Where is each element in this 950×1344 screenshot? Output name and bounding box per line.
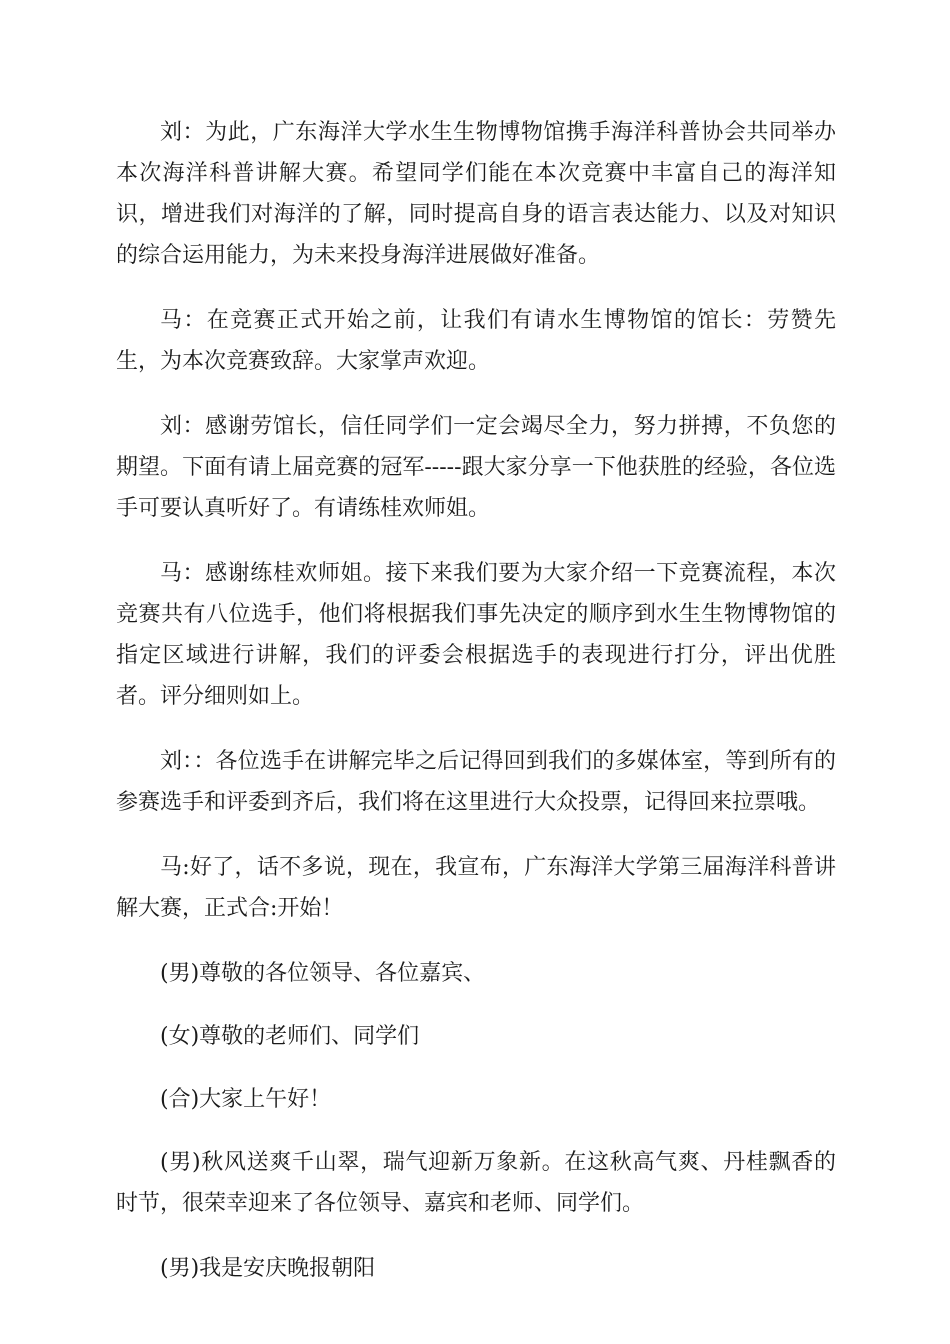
paragraph: 刘：感谢劳馆长，信任同学们一定会竭尽全力，努力拼搏，不负您的期望。下面有请上届竞赛的冠军-----跟大家分享一下他获胜的经验，各位选手可要认真听好了。有请练桂欢师姐。 (116, 414, 836, 521)
paragraph: 马:好了，话不多说，现在，我宣布，广东海洋大学第三届海洋科普讲解大赛，正式合:开始！ (116, 855, 836, 921)
paragraph: (男)我是安庆晚报朝阳 (160, 1256, 376, 1281)
paragraph: 刘：：各位选手在讲解完毕之后记得回到我们的多媒体室，等到所有的参赛选手和评委到齐后，我们将在这里进行大众投票，记得回来拉票哦。 (116, 749, 836, 815)
paragraph: 马：在竞赛正式开始之前，让我们有请水生博物馆的馆长：劳赞先生，为本次竞赛致辞。大家掌声欢迎。 (116, 308, 836, 374)
paragraph: 马：感谢练桂欢师姐。接下来我们要为大家介绍一下竞赛流程，本次竞赛共有八位选手，他们将根据我们事先决定的顺序到水生生物博物馆的指定区域进行讲解，我们的评委会根据选手的表现进行打分，评出优胜者。评分细则如上。 (116, 561, 836, 709)
paragraph: (男)秋风送爽千山翠，瑞气迎新万象新。在这秋高气爽、丹桂飘香的时节，很荣幸迎来了各位领导、嘉宾和老师、同学们。 (116, 1150, 836, 1216)
paragraph: (男)尊敬的各位领导、各位嘉宾、 (160, 961, 486, 986)
paragraph: (合)大家上午好！ (160, 1087, 332, 1112)
paragraph: (女)尊敬的老师们、同学们 (160, 1024, 420, 1049)
document-body (116, 112, 836, 1313)
paragraph: 刘：为此，广东海洋大学水生生物博物馆携手海洋科普协会共同举办本次海洋科普讲解大赛。希望同学们能在本次竞赛中丰富自己的海洋知识，增进我们对海洋的了解，同时提高自身的语言表达能力、以及对知识的综合运用能力，为未来投身海洋进展做好准备。 (116, 120, 836, 268)
